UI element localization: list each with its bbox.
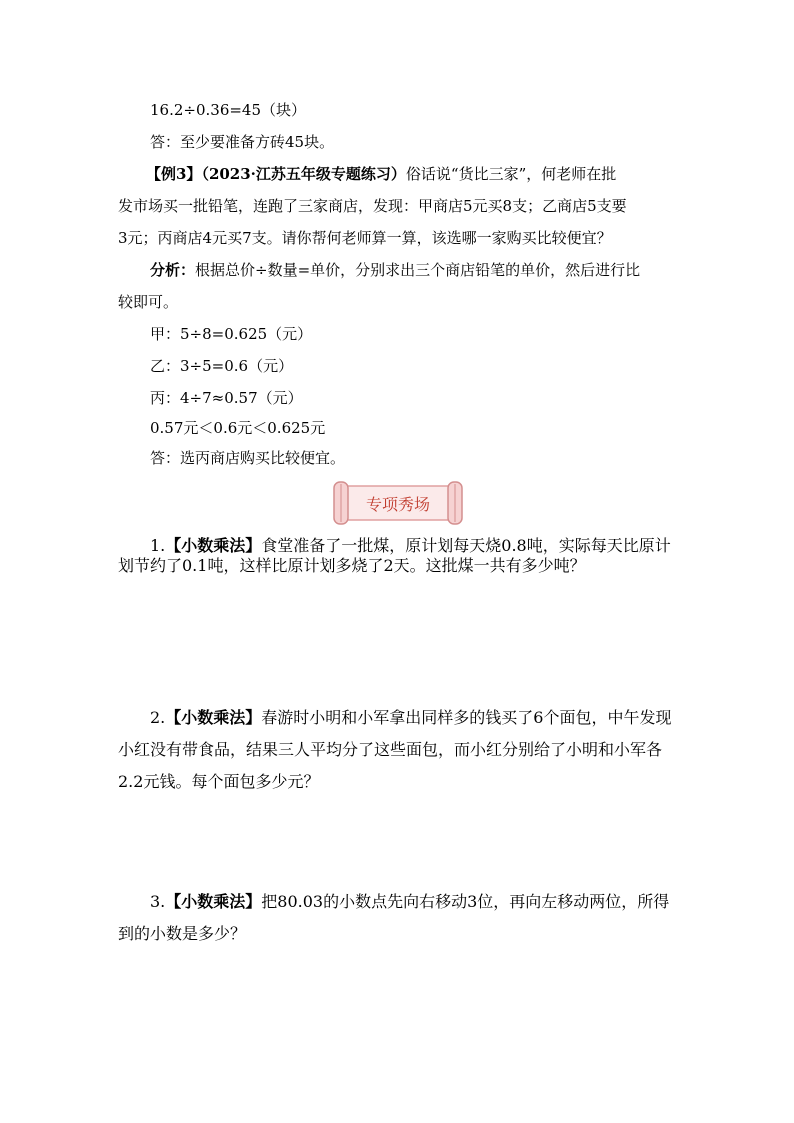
- analysis-text: 根据总价÷数量=单价，分别求出三个商店铅笔的单价，然后进行比: [195, 261, 641, 279]
- problem-number: 1.: [150, 536, 166, 555]
- example3-line2: 发市场买一批铅笔，连跑了三家商店，发现：甲商店5元买8支；乙商店5支要: [118, 197, 627, 215]
- calc-line: 16.2÷0.36=45（块）: [150, 101, 307, 119]
- comparison-line: 0.57元＜0.6元＜0.625元: [150, 419, 326, 437]
- problem-2-line1: [150, 708, 671, 728]
- analysis-line1: [150, 260, 640, 280]
- example-text: 俗话说“货比三家”，何老师在批: [405, 165, 617, 183]
- problem-2-line2: 小红没有带食品，结果三人平均分了这些面包，而小红分别给了小明和小军各: [118, 740, 663, 759]
- example3-answer: 答：选丙商店购买比较便宜。: [150, 449, 346, 467]
- answer-line: 答：至少要准备方砖45块。: [150, 133, 335, 151]
- problem-text: 把80.03的小数点先向右移动3位，再向左移动两位，所得: [261, 892, 670, 911]
- step-jia: 甲：5÷8=0.625（元）: [150, 325, 313, 343]
- step-yi: 乙：3÷5=0.6（元）: [150, 357, 294, 375]
- problem-number: 3.: [150, 892, 166, 911]
- problem-3-line1: [150, 892, 669, 912]
- example3-line3: 3元；丙商店4元买7支。请你帮何老师算一算，该选哪一家购买比较便宜？: [118, 229, 612, 247]
- analysis-label: 分析：: [150, 261, 196, 279]
- example3-line1: [146, 164, 616, 184]
- problem-number: 2.: [150, 708, 166, 727]
- section-banner: [330, 480, 466, 526]
- example-source: （2023·江苏五年级专题练习）: [201, 165, 406, 183]
- problem-tag: 【小数乘法】: [165, 536, 262, 555]
- problem-1-line2: 划节约了0.1吨，这样比原计划多烧了2天。这批煤一共有多少吨？: [118, 556, 586, 575]
- problem-tag: 【小数乘法】: [165, 892, 262, 911]
- step-bing: 丙：4÷7≈0.57（元）: [150, 389, 303, 407]
- problem-3-line2: 到的小数是多少？: [118, 924, 247, 943]
- analysis-line2: 较即可。: [118, 293, 179, 311]
- problem-text: 食堂准备了一批煤，原计划每天烧0.8吨，实际每天比原计: [261, 536, 671, 555]
- problem-1-line1: [150, 536, 671, 556]
- section-title: 专项秀场: [365, 495, 430, 514]
- example-tag: 【例3】: [146, 165, 202, 183]
- problem-tag: 【小数乘法】: [165, 708, 262, 727]
- problem-text: 春游时小明和小军拿出同样多的钱买了6个面包，中午发现: [261, 708, 672, 727]
- problem-2-line3: 2.2元钱。每个面包多少元？: [118, 772, 320, 791]
